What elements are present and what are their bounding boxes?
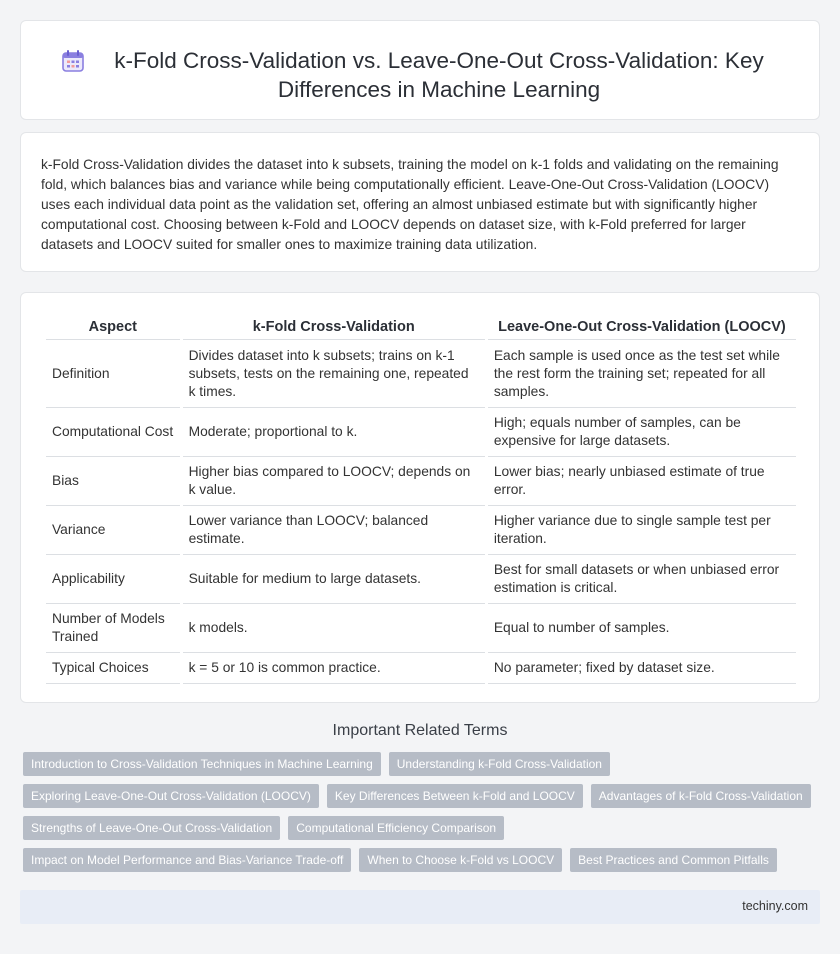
calendar-grid-icon bbox=[61, 49, 85, 73]
row-aspect: Computational Cost bbox=[46, 408, 180, 457]
related-tag[interactable]: Advantages of k-Fold Cross-Validation bbox=[591, 784, 811, 808]
related-tag[interactable]: Introduction to Cross-Validation Techniques in Machine Learning bbox=[23, 752, 381, 776]
row-loocv: Lower bias; nearly unbiased estimate of true error. bbox=[488, 457, 796, 506]
related-tag[interactable]: Understanding k-Fold Cross-Validation bbox=[389, 752, 610, 776]
row-loocv: Best for small datasets or when unbiased error estimation is critical. bbox=[488, 555, 796, 604]
comparison-table-card bbox=[20, 292, 820, 703]
header-kfold: k-Fold Cross-Validation bbox=[183, 313, 485, 340]
row-kfold: Higher bias compared to LOOCV; depends on k value. bbox=[183, 457, 485, 506]
row-kfold: Moderate; proportional to k. bbox=[183, 408, 485, 457]
row-loocv: Each sample is used once as the test set while the rest form the training set; repeated for all samples. bbox=[488, 340, 796, 408]
related-tags bbox=[20, 752, 820, 872]
table-row bbox=[46, 604, 796, 653]
row-kfold: k models. bbox=[183, 604, 485, 653]
header-aspect: Aspect bbox=[46, 313, 180, 340]
related-tag[interactable]: When to Choose k-Fold vs LOOCV bbox=[359, 848, 562, 872]
footer-brand-link[interactable]: techiny.com bbox=[742, 899, 808, 913]
page-title: k-Fold Cross-Validation vs. Leave-One-Out Cross-Validation: Key Differences in Machine Learning bbox=[114, 48, 764, 102]
table-row bbox=[46, 340, 796, 408]
row-loocv: Higher variance due to single sample test per iteration. bbox=[488, 506, 796, 555]
table-row bbox=[46, 506, 796, 555]
row-kfold: Suitable for medium to large datasets. bbox=[183, 555, 485, 604]
table-header-row bbox=[46, 313, 796, 340]
tag-row bbox=[23, 848, 820, 872]
row-aspect: Bias bbox=[46, 457, 180, 506]
row-aspect: Applicability bbox=[46, 555, 180, 604]
row-loocv: Equal to number of samples. bbox=[488, 604, 796, 653]
table-row bbox=[46, 555, 796, 604]
tag-row bbox=[23, 816, 820, 840]
related-tag[interactable]: Computational Efficiency Comparison bbox=[288, 816, 504, 840]
row-aspect: Typical Choices bbox=[46, 653, 180, 684]
tag-row bbox=[23, 752, 820, 776]
related-tag[interactable]: Impact on Model Performance and Bias-Variance Trade-off bbox=[23, 848, 351, 872]
related-tag[interactable]: Exploring Leave-One-Out Cross-Validation (LOOCV) bbox=[23, 784, 319, 808]
footer bbox=[20, 890, 820, 924]
row-kfold: Divides dataset into k subsets; trains on k-1 subsets, tests on the remaining one, repeated k times. bbox=[183, 340, 485, 408]
row-aspect: Number of Models Trained bbox=[46, 604, 180, 653]
row-loocv: High; equals number of samples, can be expensive for large datasets. bbox=[488, 408, 796, 457]
row-loocv: No parameter; fixed by dataset size. bbox=[488, 653, 796, 684]
header bbox=[21, 21, 819, 104]
row-kfold: Lower variance than LOOCV; balanced estimate. bbox=[183, 506, 485, 555]
related-tag[interactable]: Best Practices and Common Pitfalls bbox=[570, 848, 777, 872]
table-row bbox=[46, 653, 796, 684]
table-row bbox=[46, 457, 796, 506]
related-terms bbox=[20, 722, 820, 880]
header-card bbox=[20, 20, 820, 120]
related-terms-title: Important Related Terms bbox=[332, 722, 508, 739]
row-kfold: k = 5 or 10 is common practice. bbox=[183, 653, 485, 684]
table-row bbox=[46, 408, 796, 457]
header-loocv: Leave-One-Out Cross-Validation (LOOCV) bbox=[488, 313, 796, 340]
tag-row bbox=[23, 784, 820, 808]
related-tag[interactable]: Key Differences Between k-Fold and LOOCV bbox=[327, 784, 583, 808]
row-aspect: Variance bbox=[46, 506, 180, 555]
row-aspect: Definition bbox=[46, 340, 180, 408]
comparison-table bbox=[43, 313, 799, 684]
summary-text: k-Fold Cross-Validation divides the dataset into k subsets, training the model on k-1 folds and validating on the remaining fold, which balances bias and variance while being computationally efficient. Leave-One-Out Cross-Validation (LOOCV) uses each individual data point as the validation set, offering an almost unbiased estimate but with significantly higher computational cost. Choosing between k-Fold and LOOCV depends on dataset size, with k-Fold preferred for larger datasets and LOOCV suited for smaller ones to maximize training data utilization. bbox=[41, 157, 779, 252]
summary-card bbox=[20, 132, 820, 272]
related-tag[interactable]: Strengths of Leave-One-Out Cross-Validation bbox=[23, 816, 280, 840]
